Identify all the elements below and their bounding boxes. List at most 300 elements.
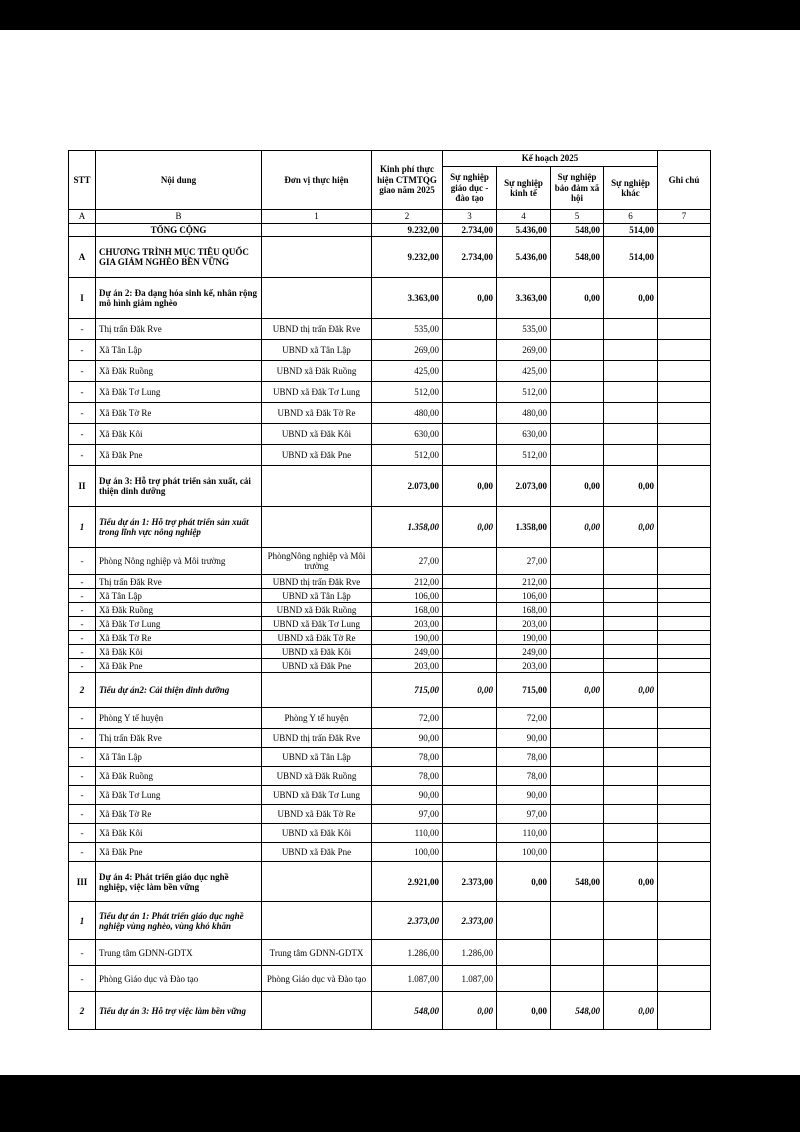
cell-economic: 90,00 (497, 729, 551, 748)
cell-note (658, 708, 711, 729)
cell-total: 100,00 (372, 843, 443, 862)
cell-unit: Phòng Y tế huyện (262, 708, 372, 729)
cell-note (658, 992, 711, 1030)
cell-other (604, 617, 658, 631)
cell-economic: 512,00 (497, 445, 551, 466)
cell-economic (497, 940, 551, 966)
cell-social (551, 786, 604, 805)
cell-social: 548,00 (551, 224, 604, 237)
cell-note (658, 786, 711, 805)
cell-education: 0,00 (443, 466, 497, 507)
cell-note (658, 940, 711, 966)
cell-social (551, 603, 604, 617)
cell-unit: UBND xã Đăk Kôi (262, 424, 372, 445)
cell-education (443, 805, 497, 824)
cell-total: 90,00 (372, 786, 443, 805)
cell-education: 2.373,00 (443, 862, 497, 902)
cell-stt: II (69, 466, 96, 507)
cell-other (604, 424, 658, 445)
cell-economic: 190,00 (497, 631, 551, 645)
cell-total: 512,00 (372, 445, 443, 466)
cell-economic: 0,00 (497, 862, 551, 902)
document-page (0, 30, 800, 1075)
cell-unit (262, 466, 372, 507)
table-row (69, 862, 711, 902)
cell-note (658, 382, 711, 403)
cell-total: 425,00 (372, 361, 443, 382)
cell-other (604, 767, 658, 786)
table-row (69, 617, 711, 631)
cell-note (658, 575, 711, 589)
cell-total: 9.232,00 (372, 237, 443, 278)
cell-unit: UBND xã Tân Lập (262, 748, 372, 767)
cell-economic: 97,00 (497, 805, 551, 824)
cell-stt: - (69, 424, 96, 445)
cell-education: 2.734,00 (443, 224, 497, 237)
cell-social: 0,00 (551, 507, 604, 548)
table-row (69, 659, 711, 673)
cell-total: 1.358,00 (372, 507, 443, 548)
cell-content: Xã Tân Lập (96, 340, 262, 361)
cell-note (658, 278, 711, 319)
cell-social (551, 424, 604, 445)
cell-economic: 203,00 (497, 617, 551, 631)
cell-unit (262, 224, 372, 237)
cell-content: Xã Đăk Kôi (96, 824, 262, 843)
cell-content: Xã Đăk Kôi (96, 424, 262, 445)
cell-total: 1.286,00 (372, 940, 443, 966)
cell-content: Xã Đăk Kôi (96, 645, 262, 659)
cell-other (604, 902, 658, 940)
cell-education: 0,00 (443, 992, 497, 1030)
table-row (69, 466, 711, 507)
cell-content: Tiểu dự án2: Cải thiện dinh dưỡng (96, 673, 262, 708)
cell-economic: 425,00 (497, 361, 551, 382)
cell-note (658, 729, 711, 748)
table-row (69, 902, 711, 940)
cell-total: 2.073,00 (372, 466, 443, 507)
cell-social (551, 966, 604, 992)
cell-content: Phòng Nông nghiệp và Môi trường (96, 548, 262, 575)
cell-unit: UBND xã Đăk Ruồng (262, 361, 372, 382)
cell-total: 9.232,00 (372, 224, 443, 237)
cell-total: 535,00 (372, 319, 443, 340)
cell-unit (262, 278, 372, 319)
header-unit: Đơn vị thực hiện (262, 151, 372, 210)
cell-content: Tiểu dự án 3: Hỗ trợ việc làm bền vững (96, 992, 262, 1030)
cell-unit: UBND xã Đăk Tơ Lung (262, 382, 372, 403)
cell-unit (262, 507, 372, 548)
cell-total: 212,00 (372, 575, 443, 589)
cell-social (551, 824, 604, 843)
cell-economic: 249,00 (497, 645, 551, 659)
cell-education: 1.087,00 (443, 966, 497, 992)
cell-stt: 2 (69, 992, 96, 1030)
cell-social (551, 748, 604, 767)
cell-unit: UBND xã Tân Lập (262, 589, 372, 603)
cell-education: 2.734,00 (443, 237, 497, 278)
cell-note (658, 319, 711, 340)
cell-other (604, 589, 658, 603)
cell-total: 106,00 (372, 589, 443, 603)
table-row (69, 340, 711, 361)
cell-education (443, 445, 497, 466)
cell-social (551, 645, 604, 659)
table-row (69, 403, 711, 424)
cell-content: Tiểu dự án 1: Hỗ trợ phát triển sản xuất trong lĩnh vực nông nghiệp (96, 507, 262, 548)
cell-social (551, 729, 604, 748)
header-education: Sự nghiệp giáo dục - đào tạo (443, 167, 497, 210)
cell-stt: - (69, 786, 96, 805)
cell-economic (497, 902, 551, 940)
table-row (69, 767, 711, 786)
cell-note (658, 361, 711, 382)
cell-total: 249,00 (372, 645, 443, 659)
cell-note (658, 466, 711, 507)
cell-social (551, 382, 604, 403)
cell-content: Xã Tân Lập (96, 748, 262, 767)
cell-content: Xã Đăk Tơ Lung (96, 786, 262, 805)
cell-unit: UBND xã Đăk Pne (262, 659, 372, 673)
cell-economic: 5.436,00 (497, 224, 551, 237)
cell-social: 548,00 (551, 992, 604, 1030)
cell-other (604, 966, 658, 992)
cell-economic: 78,00 (497, 767, 551, 786)
cell-total: 512,00 (372, 382, 443, 403)
cell-total: 78,00 (372, 767, 443, 786)
cell-content: Thị trấn Đăk Rve (96, 729, 262, 748)
cell-stt: - (69, 575, 96, 589)
cell-stt: A (69, 237, 96, 278)
cell-total: 269,00 (372, 340, 443, 361)
cell-total: 27,00 (372, 548, 443, 575)
table-row (69, 805, 711, 824)
cell-unit: UBND xã Đăk Pne (262, 843, 372, 862)
cell-unit: Trung tâm GDNN-GDTX (262, 940, 372, 966)
cell-social: 548,00 (551, 862, 604, 902)
cell-social (551, 617, 604, 631)
cell-economic: 78,00 (497, 748, 551, 767)
cell-unit: UBND xã Đăk Tờ Re (262, 403, 372, 424)
cell-unit: UBND xã Tân Lập (262, 340, 372, 361)
cell-other: 514,00 (604, 237, 658, 278)
cell-content: Xã Đăk Tờ Re (96, 403, 262, 424)
cell-unit (262, 673, 372, 708)
col-label: 4 (497, 210, 551, 224)
cell-note (658, 673, 711, 708)
cell-economic: 1.358,00 (497, 507, 551, 548)
cell-total: 1.087,00 (372, 966, 443, 992)
cell-stt: 1 (69, 902, 96, 940)
cell-note (658, 617, 711, 631)
cell-unit (262, 862, 372, 902)
cell-education (443, 659, 497, 673)
cell-content: Xã Đăk Tờ Re (96, 631, 262, 645)
col-label: B (96, 210, 262, 224)
cell-economic: 106,00 (497, 589, 551, 603)
cell-education (443, 843, 497, 862)
cell-other: 0,00 (604, 278, 658, 319)
cell-stt: - (69, 843, 96, 862)
cell-note (658, 805, 711, 824)
cell-unit: PhòngNông nghiệp và Môi trường (262, 548, 372, 575)
cell-stt: - (69, 659, 96, 673)
table-body (69, 151, 711, 1030)
cell-social (551, 940, 604, 966)
cell-economic (497, 966, 551, 992)
cell-other (604, 603, 658, 617)
col-label: 3 (443, 210, 497, 224)
cell-unit: UBND thị trấn Đăk Rve (262, 575, 372, 589)
cell-education (443, 603, 497, 617)
cell-unit: UBND xã Đăk Tờ Re (262, 805, 372, 824)
table-row (69, 445, 711, 466)
cell-total: 78,00 (372, 748, 443, 767)
cell-content: Tiểu dự án 1: Phát triển giáo dục nghề nghiệp vùng nghèo, vùng khó khăn (96, 902, 262, 940)
cell-total: 190,00 (372, 631, 443, 645)
cell-unit (262, 902, 372, 940)
cell-note (658, 237, 711, 278)
cell-economic: 90,00 (497, 786, 551, 805)
cell-note (658, 224, 711, 237)
table-row (69, 966, 711, 992)
cell-note (658, 966, 711, 992)
header-plan-2025: Kế hoạch 2025 (443, 151, 658, 167)
cell-note (658, 403, 711, 424)
cell-education (443, 403, 497, 424)
cell-stt: - (69, 824, 96, 843)
header-note: Ghi chú (658, 151, 711, 210)
table-row (69, 278, 711, 319)
cell-other (604, 340, 658, 361)
cell-stt: - (69, 361, 96, 382)
cell-stt: - (69, 940, 96, 966)
cell-social (551, 631, 604, 645)
cell-other (604, 708, 658, 729)
cell-total: 2.921,00 (372, 862, 443, 902)
cell-stt (69, 224, 96, 237)
cell-economic: 512,00 (497, 382, 551, 403)
cell-note (658, 767, 711, 786)
cell-stt: - (69, 340, 96, 361)
cell-education: 1.286,00 (443, 940, 497, 966)
cell-other (604, 824, 658, 843)
cell-education (443, 767, 497, 786)
cell-stt: - (69, 729, 96, 748)
cell-social: 548,00 (551, 237, 604, 278)
cell-note (658, 507, 711, 548)
cell-other (604, 631, 658, 645)
cell-total: 480,00 (372, 403, 443, 424)
cell-content: Xã Đăk Tờ Re (96, 805, 262, 824)
header-economic: Sự nghiệp kinh tế (497, 167, 551, 210)
header-content: Nội dung (96, 151, 262, 210)
cell-content: Xã Đăk Ruồng (96, 361, 262, 382)
cell-note (658, 589, 711, 603)
cell-other: 0,00 (604, 862, 658, 902)
cell-unit: Phòng Giáo dục và Đào tạo (262, 966, 372, 992)
cell-other: 0,00 (604, 992, 658, 1030)
cell-education (443, 645, 497, 659)
cell-social (551, 403, 604, 424)
cell-economic: 203,00 (497, 659, 551, 673)
cell-social (551, 902, 604, 940)
table-row (69, 729, 711, 748)
cell-content: TỔNG CỘNG (96, 224, 262, 237)
cell-content: Dự án 2: Đa dạng hóa sinh kế, nhân rộng mô hình giảm nghèo (96, 278, 262, 319)
cell-other (604, 748, 658, 767)
header-stt: STT (69, 151, 96, 210)
cell-note (658, 645, 711, 659)
table-row (69, 708, 711, 729)
cell-other: 0,00 (604, 466, 658, 507)
cell-content: Xã Đăk Pne (96, 445, 262, 466)
cell-unit: UBND xã Đăk Kôi (262, 824, 372, 843)
cell-stt: - (69, 319, 96, 340)
cell-education (443, 382, 497, 403)
table-row (69, 424, 711, 445)
cell-education (443, 424, 497, 445)
cell-social (551, 767, 604, 786)
table-row (69, 548, 711, 575)
cell-other (604, 361, 658, 382)
cell-other (604, 729, 658, 748)
cell-social: 0,00 (551, 278, 604, 319)
cell-other: 0,00 (604, 507, 658, 548)
cell-stt: - (69, 589, 96, 603)
cell-unit: UBND thị trấn Đăk Rve (262, 319, 372, 340)
cell-economic: 100,00 (497, 843, 551, 862)
cell-total: 548,00 (372, 992, 443, 1030)
cell-unit: UBND thị trấn Đăk Rve (262, 729, 372, 748)
cell-economic: 715,00 (497, 673, 551, 708)
cell-content: Trung tâm GDNN-GDTX (96, 940, 262, 966)
cell-unit: UBND xã Đăk Ruồng (262, 767, 372, 786)
cell-education (443, 589, 497, 603)
table-row (69, 382, 711, 403)
cell-content: Xã Đăk Ruồng (96, 767, 262, 786)
table-row (69, 992, 711, 1030)
cell-note (658, 424, 711, 445)
col-label: 5 (551, 210, 604, 224)
cell-total: 90,00 (372, 729, 443, 748)
cell-education: 0,00 (443, 507, 497, 548)
cell-economic: 0,00 (497, 992, 551, 1030)
cell-other (604, 645, 658, 659)
cell-stt: - (69, 403, 96, 424)
cell-social (551, 589, 604, 603)
cell-other (604, 805, 658, 824)
table-row (69, 673, 711, 708)
table-row (69, 224, 711, 237)
cell-stt: - (69, 617, 96, 631)
table-row (69, 237, 711, 278)
cell-social: 0,00 (551, 673, 604, 708)
cell-education (443, 575, 497, 589)
table-row (69, 575, 711, 589)
cell-education (443, 708, 497, 729)
cell-education (443, 361, 497, 382)
cell-social: 0,00 (551, 466, 604, 507)
col-label: A (69, 210, 96, 224)
cell-stt: - (69, 805, 96, 824)
cell-education: 0,00 (443, 278, 497, 319)
cell-stt: - (69, 548, 96, 575)
cell-stt: - (69, 966, 96, 992)
cell-other (604, 548, 658, 575)
cell-education (443, 729, 497, 748)
cell-content: Dự án 4: Phát triển giáo dục nghề nghiệp, việc làm bền vững (96, 862, 262, 902)
table-row (69, 319, 711, 340)
cell-note (658, 548, 711, 575)
table-row (69, 631, 711, 645)
cell-economic: 27,00 (497, 548, 551, 575)
cell-content: Xã Đăk Tơ Lung (96, 617, 262, 631)
cell-note (658, 843, 711, 862)
cell-other (604, 319, 658, 340)
cell-stt: - (69, 645, 96, 659)
cell-unit: UBND xã Đăk Tơ Lung (262, 617, 372, 631)
table-row (69, 589, 711, 603)
cell-stt: - (69, 445, 96, 466)
cell-note (658, 902, 711, 940)
cell-note (658, 340, 711, 361)
cell-social (551, 340, 604, 361)
col-label: 2 (372, 210, 443, 224)
cell-other (604, 786, 658, 805)
cell-other (604, 843, 658, 862)
cell-content: Thị trấn Đăk Rve (96, 319, 262, 340)
cell-content: Phòng Y tế huyện (96, 708, 262, 729)
table-row (69, 940, 711, 966)
cell-note (658, 748, 711, 767)
cell-total: 3.363,00 (372, 278, 443, 319)
cell-stt: I (69, 278, 96, 319)
budget-table (68, 150, 711, 1030)
col-label: 6 (604, 210, 658, 224)
cell-economic: 480,00 (497, 403, 551, 424)
cell-other (604, 445, 658, 466)
col-label: 1 (262, 210, 372, 224)
cell-total: 97,00 (372, 805, 443, 824)
cell-content: Xã Tân Lập (96, 589, 262, 603)
column-label-row (69, 210, 711, 224)
cell-economic: 269,00 (497, 340, 551, 361)
table-row (69, 786, 711, 805)
cell-stt: III (69, 862, 96, 902)
cell-education: 2.373,00 (443, 902, 497, 940)
cell-education (443, 548, 497, 575)
header-total-budget: Kinh phí thực hiện CTMTQG giao năm 2025 (372, 151, 443, 210)
cell-content: CHƯƠNG TRÌNH MỤC TIÊU QUỐC GIA GIẢM NGHÈO BỀN VỮNG (96, 237, 262, 278)
table-row (69, 843, 711, 862)
cell-social (551, 843, 604, 862)
cell-total: 203,00 (372, 659, 443, 673)
cell-economic: 72,00 (497, 708, 551, 729)
cell-total: 203,00 (372, 617, 443, 631)
cell-stt: - (69, 748, 96, 767)
table-row (69, 824, 711, 843)
cell-unit: UBND xã Đăk Tờ Re (262, 631, 372, 645)
cell-content: Xã Đăk Pne (96, 659, 262, 673)
cell-content: Xã Đăk Pne (96, 843, 262, 862)
header-other: Sự nghiệp khác (604, 167, 658, 210)
cell-content: Thị trấn Đăk Rve (96, 575, 262, 589)
col-label: 7 (658, 210, 711, 224)
cell-social (551, 548, 604, 575)
cell-stt: - (69, 603, 96, 617)
cell-total: 168,00 (372, 603, 443, 617)
